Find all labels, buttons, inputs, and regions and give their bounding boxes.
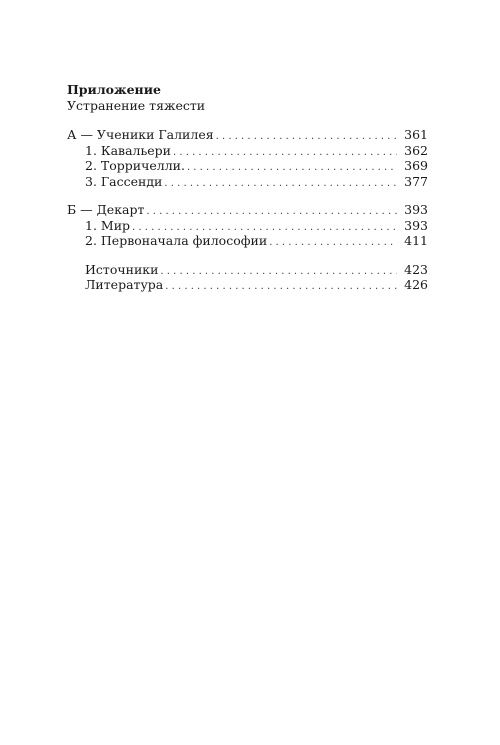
toc-entry: [67, 127, 428, 143]
toc-group-back-matter: [67, 262, 428, 293]
toc-entry: [67, 277, 428, 293]
toc-entry-label: 2. Первоначала философии: [85, 233, 268, 248]
toc-leader-dots: [173, 145, 397, 161]
toc-entry-page: 377: [404, 173, 428, 189]
toc-entry-label: 1. Кавальери: [85, 142, 171, 158]
toc-leader-dots: [187, 160, 397, 176]
section-title: Приложение: [67, 82, 161, 97]
toc-entry-label: Источники: [85, 261, 159, 277]
toc-group-a: [67, 127, 428, 189]
toc-leader-dots: [160, 264, 397, 280]
toc-group-b: [67, 202, 428, 249]
toc-entry-label: 2. Торричелли.: [85, 158, 185, 173]
table-of-contents: [67, 127, 428, 293]
toc-entry-page: 369: [404, 158, 428, 173]
toc-entry-page: 393: [404, 217, 428, 233]
toc-entry-page: 362: [404, 142, 428, 158]
toc-entry-label: Б — Декарт: [67, 202, 145, 217]
toc-entry: [67, 143, 428, 159]
toc-entry-label: 3. Гассенди: [85, 173, 163, 189]
toc-leader-dots: [269, 235, 397, 251]
toc-entry-label: А — Ученики Галилея: [67, 127, 214, 142]
toc-leader-dots: [216, 129, 397, 145]
toc-entry-label: Литература: [85, 277, 164, 292]
toc-entry-label: 1. Мир: [85, 217, 131, 233]
toc-entry: [67, 218, 428, 234]
toc-entry: [67, 233, 428, 249]
toc-leader-dots: [164, 176, 397, 192]
toc-entry-page: 426: [404, 277, 428, 292]
toc-entry-page: 423: [404, 261, 428, 277]
toc-entry-page: 361: [404, 127, 428, 142]
toc-entry: [67, 202, 428, 218]
section-heading: [67, 82, 437, 114]
toc-entry: [67, 174, 428, 190]
toc-leader-dots: [165, 279, 397, 295]
toc-leader-dots: [146, 204, 397, 220]
section-subtitle: Устранение тяжести: [67, 98, 206, 113]
toc-entry: [67, 262, 428, 278]
toc-entry-page: 411: [404, 233, 428, 248]
toc-entry: [67, 158, 428, 174]
toc-entry-page: 393: [404, 202, 428, 217]
